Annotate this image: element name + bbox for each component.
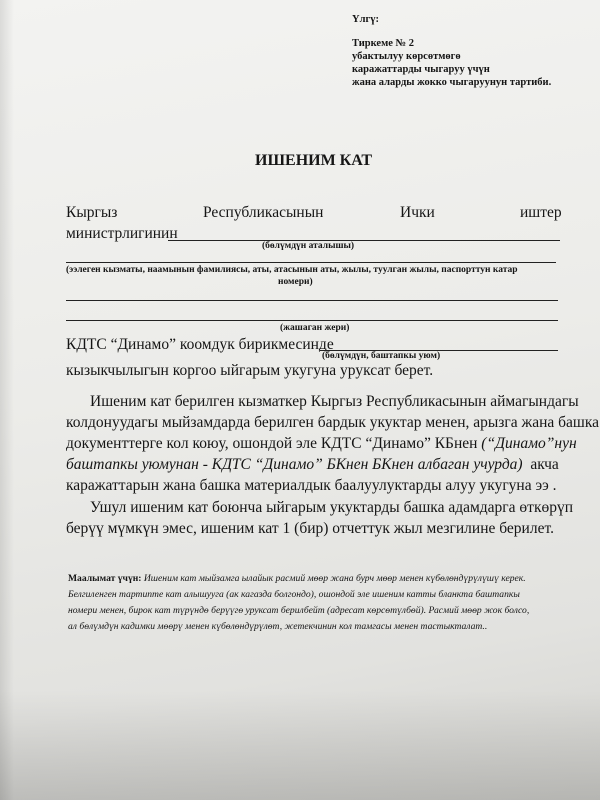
text-ministry: министрлигинин	[66, 225, 178, 242]
note-line-3: номери менен, бирок кат түрүндө берүүгө уруксат берилбейт (адресат көрсөтүлбөй). Расмий мөөр жок болсо,	[68, 605, 530, 616]
document-title: ИШЕНИМ КАТ	[255, 152, 373, 169]
text-republic: Республикасынын	[203, 204, 324, 221]
caption-residence: (жашаган жери)	[280, 323, 350, 333]
note-line-1	[68, 573, 526, 584]
paragraph-2-line-1: Ушул ишеним кат боюнча ыйгарым укуктарды башка адамдарга өткөрүп	[90, 499, 574, 516]
example-label: Үлгү:	[352, 14, 379, 25]
text-affairs: иштер	[520, 204, 562, 221]
person-details-line	[66, 262, 556, 263]
paragraph-1-line-5: каражаттарын жана башка материалдык баалуулуктарды алуу укугуна ээ .	[66, 477, 557, 494]
note-line-4: ал бөлүмдүн кадимки мөөрү менен күбөлөндүрүлөт, жетекчинин кол тамгасы менен тастыкталат..	[68, 621, 488, 632]
unit-name-line	[168, 240, 560, 241]
note-label: Маалымат үчүн:	[68, 573, 142, 584]
page-bottom-shadow	[0, 690, 600, 800]
paragraph-1-line-3	[66, 435, 577, 453]
paragraph-1-line-4-tail: акча	[530, 456, 559, 473]
text-internal: Ички	[400, 204, 435, 221]
residence-line-2	[66, 320, 558, 321]
annex-line-3: жана аларды жокко чыгаруунун тартиби.	[352, 77, 552, 88]
caption-dept: (бөлүмдүн, баштапкы уюм)	[322, 351, 441, 361]
text-dinamo-lead: КДТС “Динамо” коомдук бирикмесинде	[66, 336, 334, 353]
text-kyrgyz: Кыргыз	[66, 204, 118, 221]
residence-line-1	[66, 300, 558, 301]
annex-number: Тиркеме № 2	[352, 38, 414, 49]
paragraph-1-line-4	[66, 456, 559, 474]
annex-line-2: каражаттарды чыгаруу үчүн	[352, 64, 490, 75]
note-line-2: Белгиленген тартипте кат алышууга (ак кагазда болгондо), ошондой эле ишеним катты бланкта баштапкы	[68, 589, 520, 600]
paragraph-1-line-2: колдонуудагы мыйзамдарда берилген бардык укуктар менен, арызга жана башка	[66, 414, 600, 431]
text-permission: кызыкчылыгын коргоо ыйгарым укугуна уруксат берет.	[66, 362, 434, 379]
page-edge-shadow	[0, 0, 14, 800]
paragraph-2-line-2: берүү мүмкүн эмес, ишеним кат 1 (бир) отчеттук жыл мезгилине берилет.	[66, 520, 554, 537]
paragraph-1-line-3-italic: (“Динамо”нун	[481, 435, 577, 452]
caption-person-details-2: номери)	[278, 277, 313, 287]
annex-line-1: убактылуу көрсөтмөгө	[352, 51, 461, 62]
caption-person-details: (ээлеген кызматы, наамынын фамилиясы, аты, атасынын аты, жылы, туулган жылы, паспорттун катар	[66, 265, 518, 275]
paragraph-1-line-1: Ишеним кат берилген кызматкер Кыргыз Республикасынын аймагындагы	[90, 393, 579, 410]
paragraph-1-line-4-italic: баштапкы уюмунан - КДТС “Динамо” БКнен БКнен албаган учурда)	[66, 456, 523, 473]
note-text-1: Ишеним кат мыйзамга ылайык расмий мөөр жана бурч мөөр менен күбөлөндүрүлүшү керек.	[143, 573, 526, 584]
paragraph-1-line-3-text: документтерге кол коюу, ошондой эле КДТС “Динамо” КБнен	[66, 435, 478, 452]
caption-unit-name: (бөлүмдүн аталышы)	[262, 241, 355, 251]
